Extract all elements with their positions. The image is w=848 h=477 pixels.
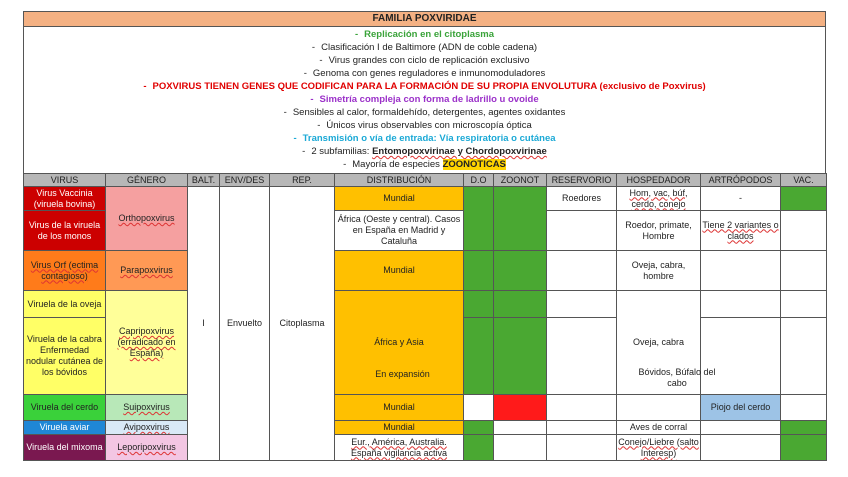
host-cell: Aves de corral	[617, 421, 701, 435]
feature-line: - Transmisión o vía de entrada: Vía respiratoria o cutánea	[293, 133, 556, 144]
feature-line: - Mayoría de especies ZOONOTICAS	[343, 159, 506, 170]
header-zoonot: ZOONOT	[494, 174, 547, 187]
vaccine-cell	[781, 395, 827, 421]
host-cell: Conejo/Liebre (salto Interesp)	[617, 435, 701, 461]
host-cell: Oveja, cabra, hombre	[617, 251, 701, 291]
distribution-cell: África y Asia	[335, 291, 464, 395]
poxviridae-sheet	[23, 11, 826, 461]
header-distribucion: DISTRIBUCIÓN	[335, 174, 464, 187]
virus-cell: Viruela de la oveja	[24, 291, 106, 318]
table-row	[24, 291, 827, 318]
zoonot-cell	[494, 187, 547, 251]
virus-cell: Virus Vaccinia (viruela bovina)	[24, 187, 106, 211]
header-artropodos: ARTRÓPODOS	[701, 174, 781, 187]
table-row	[24, 395, 827, 421]
arthropod-cell: Piojo del cerdo	[701, 395, 781, 421]
vaccine-cell	[781, 318, 827, 395]
feature-line: - Virus grandes con ciclo de replicación exclusivo	[319, 55, 530, 66]
envelope-cell: Envuelto	[220, 187, 270, 461]
virus-cell: Virus de la viruela de los monos	[24, 211, 106, 251]
virus-cell: Virus Orf (ectima contagioso)	[24, 251, 106, 291]
vaccine-cell	[781, 435, 827, 461]
genus-cell: Capripoxvirus (erradicado en España)	[106, 291, 188, 395]
distribution-cell: Mundial	[335, 187, 464, 211]
reservoir-cell	[547, 435, 617, 461]
host-cell: Roedor, primate, Hombre	[617, 211, 701, 251]
baltimore-cell: I	[188, 187, 220, 461]
feature-line: - Clasificación I de Baltimore (ADN de coble cadena)	[311, 42, 538, 53]
virus-table	[23, 173, 827, 461]
arthropod-cell	[701, 421, 781, 435]
feature-list	[24, 27, 825, 173]
virus-cell: Viruela aviar	[24, 421, 106, 435]
feature-line: - Replicación en el citoplasma	[354, 29, 495, 40]
table-row	[24, 435, 827, 461]
header-reservorio: RESERVORIO	[547, 174, 617, 187]
host-cell: Hom, vac, búf, cerdo, conejo	[617, 187, 701, 211]
genus-cell: Avipoxvirus	[106, 421, 188, 435]
do-cell	[464, 187, 494, 251]
vaccine-cell	[781, 211, 827, 251]
do-cell	[464, 318, 494, 395]
feature-line: - Simetría compleja con forma de ladrillo u ovoide	[310, 94, 539, 105]
feature-line: - Únicos virus observables con microscopía óptica	[317, 120, 532, 131]
feature-line: - 2 subfamilias: Entomopoxvirinae y Chordopoxvirinae	[302, 146, 547, 157]
header-genero: GÉNERO	[106, 174, 188, 187]
reservoir-cell	[547, 421, 617, 435]
table-row	[24, 421, 827, 435]
reservoir-cell	[547, 211, 617, 251]
distribution-expansion-note: En expansión	[375, 369, 430, 379]
genus-cell: Suipoxvirus	[106, 395, 188, 421]
arthropod-cell: -	[701, 187, 781, 211]
table-row	[24, 187, 827, 211]
arthropod-cell	[701, 291, 781, 318]
arthropod-cell	[701, 251, 781, 291]
header-hospedador: HOSPEDADOR	[617, 174, 701, 187]
replication-cell: Citoplasma	[270, 187, 335, 461]
virus-cell: Viruela de la cabra Enfermedad nodular cutánea de los bóvidos	[24, 318, 106, 395]
zoonot-cell	[494, 251, 547, 291]
header-envdes: ENV/DES	[220, 174, 270, 187]
reservoir-cell	[547, 251, 617, 291]
host-cell	[617, 395, 701, 421]
virus-cell: Viruela del mixoma	[24, 435, 106, 461]
header-do: D.O	[464, 174, 494, 187]
feature-line: - Sensibles al calor, formaldehído, detergentes, agentes oxidantes	[283, 107, 566, 118]
vaccine-cell	[781, 291, 827, 318]
reservoir-cell: Roedores	[547, 187, 617, 211]
distribution-cell: África (Oeste y central). Casos en España en Madrid y Cataluña	[335, 211, 464, 251]
genus-cell: Leporipoxvirus	[106, 435, 188, 461]
zoonot-cell	[494, 435, 547, 461]
distribution-cell: Mundial	[335, 251, 464, 291]
header-balt: BALT.	[188, 174, 220, 187]
zoonot-cell	[494, 421, 547, 435]
family-info-box	[23, 11, 826, 173]
genus-cell: Orthopoxvirus	[106, 187, 188, 251]
zoonot-cell	[494, 291, 547, 318]
do-cell	[464, 291, 494, 318]
do-cell	[464, 435, 494, 461]
table-header-row	[24, 174, 827, 187]
header-rep: REP.	[270, 174, 335, 187]
distribution-cell: Mundial	[335, 421, 464, 435]
do-cell	[464, 395, 494, 421]
reservoir-cell	[547, 291, 617, 318]
host-bovids-note: Bóvidos, Búfalo del cabo	[638, 367, 716, 388]
feature-line: - POXVIRUS TIENEN GENES QUE CODIFICAN PARA LA FORMACIÓN DE SU PROPIA ENVOLUTURA (exclusivo de Poxvirus)	[143, 81, 706, 92]
arthropod-cell	[701, 435, 781, 461]
header-virus: VIRUS	[24, 174, 106, 187]
zoonot-cell	[494, 395, 547, 421]
arthropod-cell: Tiene 2 variantes o clados	[701, 211, 781, 251]
vaccine-cell	[781, 251, 827, 291]
table-row	[24, 251, 827, 291]
reservoir-cell	[547, 395, 617, 421]
virus-cell: Viruela del cerdo	[24, 395, 106, 421]
feature-line: - Genoma con genes reguladores e inmunomoduladores	[303, 68, 546, 79]
host-cell: Oveja, cabra	[617, 291, 701, 395]
vaccine-cell	[781, 187, 827, 211]
distribution-cell: Eur., América, Australia. España vigilancia activa	[335, 435, 464, 461]
vaccine-cell	[781, 421, 827, 435]
zoonot-cell	[494, 318, 547, 395]
family-title: FAMILIA POXVIRIDAE	[24, 12, 825, 27]
do-cell	[464, 421, 494, 435]
reservoir-cell	[547, 318, 617, 395]
header-vac: VAC.	[781, 174, 827, 187]
distribution-cell: Mundial	[335, 395, 464, 421]
do-cell	[464, 251, 494, 291]
genus-cell: Parapoxvirus	[106, 251, 188, 291]
